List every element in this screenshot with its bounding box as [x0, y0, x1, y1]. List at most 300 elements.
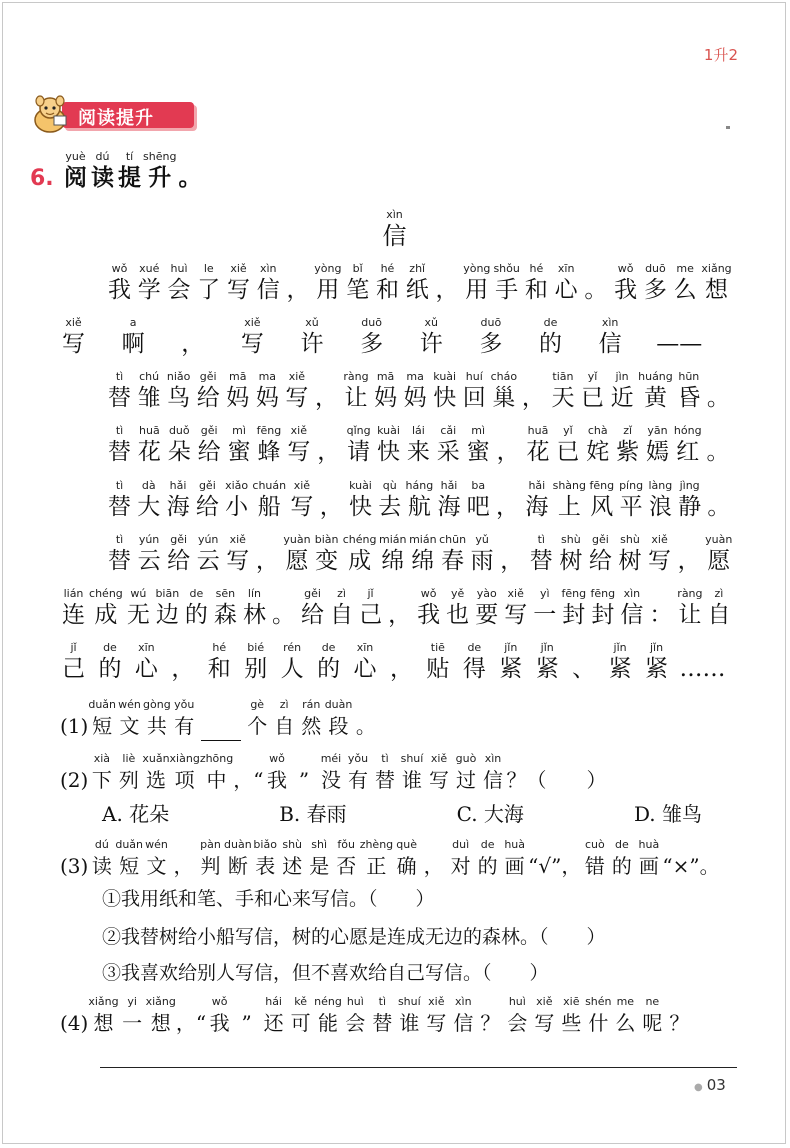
q2-options: [102, 798, 702, 827]
pinyin: biān: [155, 587, 180, 600]
char-unit: [676, 479, 703, 522]
hanzi: 信: [256, 277, 280, 303]
hanzi: 无: [126, 602, 150, 628]
char-unit: [254, 370, 281, 413]
char-unit: [106, 424, 133, 467]
pinyin: hái: [265, 995, 282, 1008]
poem-line: [60, 316, 735, 359]
hanzi: 和: [524, 277, 548, 303]
option-c[interactable]: C. 大海: [456, 802, 524, 826]
char-unit: [254, 533, 281, 576]
hanzi: 共: [146, 714, 167, 738]
char-unit: [465, 479, 492, 522]
hanzi: 纸: [405, 277, 429, 303]
pinyin: háng: [405, 479, 434, 492]
char-unit: [701, 262, 731, 305]
hanzi: 能: [317, 1011, 338, 1035]
q3-number: (3): [60, 854, 89, 878]
pinyin: bié: [247, 641, 265, 654]
hanzi: 心: [554, 277, 578, 303]
pinyin: zǐ: [623, 424, 633, 437]
char-unit: [197, 838, 224, 881]
char-unit: [115, 752, 142, 795]
char-unit: [424, 641, 451, 684]
pinyin: xīn: [557, 262, 575, 275]
char-unit: [676, 587, 703, 630]
pinyin: tì: [537, 533, 545, 546]
hanzi: 么: [615, 1011, 636, 1035]
hanzi: 紧: [535, 656, 559, 682]
char-unit: [473, 587, 500, 630]
grade-label: 1升2: [703, 46, 738, 64]
poem-line: [106, 479, 735, 522]
pinyin: píng: [619, 479, 644, 492]
char-unit: [315, 641, 342, 684]
char-unit: [136, 262, 163, 305]
char-unit: [614, 424, 641, 467]
char-unit: [635, 838, 662, 881]
pinyin: jìng: [679, 479, 700, 492]
char-unit: [587, 533, 614, 576]
char-unit: [328, 587, 355, 630]
hanzi: 我: [108, 277, 131, 303]
pinyin: fēng: [590, 587, 616, 600]
pinyin: lián: [63, 587, 84, 600]
char-unit: [477, 995, 504, 1038]
punctuation: ，: [319, 494, 343, 520]
char-unit: [608, 838, 635, 881]
hanzi: 替: [529, 548, 553, 574]
hanzi: 会: [507, 1011, 528, 1035]
pinyin: jǐ: [367, 587, 374, 600]
char-unit: [495, 424, 522, 467]
char-unit: [224, 838, 252, 881]
pinyin: jìn: [615, 370, 629, 383]
pinyin: yǒu: [347, 752, 369, 765]
pinyin: yǐ: [587, 370, 598, 383]
hanzi: 文: [119, 714, 140, 738]
pinyin: xiě: [290, 424, 308, 437]
char-unit: [423, 995, 450, 1038]
question-heading: [62, 150, 203, 193]
hanzi: 么: [673, 277, 697, 303]
hanzi: 呢: [642, 1011, 663, 1035]
hanzi: 蜜: [227, 439, 251, 465]
section-banner: [28, 94, 178, 132]
hanzi: 个: [247, 714, 268, 738]
page-number: [694, 1076, 726, 1094]
q1-answer-blank[interactable]: [201, 718, 241, 741]
hanzi: 的: [98, 656, 122, 682]
pinyin: duǎn: [88, 698, 117, 711]
page-dot-icon: ●: [694, 1082, 703, 1093]
char-unit: [520, 370, 547, 413]
char-unit: [299, 316, 326, 359]
hanzi: 变: [315, 548, 339, 574]
hanzi: 雨: [470, 548, 494, 574]
q4-text: [88, 995, 692, 1038]
hanzi: 谁: [399, 1011, 420, 1035]
hanzi: 林: [242, 602, 266, 628]
poem-line: [60, 587, 734, 630]
char-unit: [531, 995, 558, 1038]
pinyin: zì: [337, 587, 346, 600]
char-unit: [154, 587, 181, 630]
punctuation: 、: [572, 656, 596, 682]
q1-after: [244, 698, 380, 741]
poem-line: [106, 424, 734, 467]
q3-item-2: ②我替树给小船写信，树的心愿是连成无边的森林。（ ）: [102, 926, 606, 948]
pinyin: xīn: [356, 641, 374, 654]
char-unit: [381, 208, 408, 251]
punctuation: 。: [706, 385, 730, 411]
hanzi: 天: [551, 385, 575, 411]
char-unit: [674, 424, 702, 467]
char-unit: [212, 587, 239, 630]
char-unit: [195, 533, 222, 576]
option-d[interactable]: D. 雏鸟: [633, 802, 702, 826]
char-unit: [616, 533, 643, 576]
pinyin: mì: [232, 424, 246, 437]
pinyin: ba: [471, 479, 486, 492]
pinyin: zì: [279, 698, 289, 711]
pinyin: mián: [409, 533, 437, 546]
hanzi: 错: [584, 854, 605, 878]
hanzi: 风: [590, 494, 614, 520]
char-unit: [226, 424, 253, 467]
char-unit: [537, 316, 564, 359]
char-unit: [263, 752, 290, 795]
char-unit: [287, 995, 314, 1038]
char-unit: [166, 262, 193, 305]
question-1: [60, 698, 379, 741]
pinyin: tì: [381, 752, 389, 765]
char-unit: [415, 587, 442, 630]
hanzi: 写: [426, 1011, 447, 1035]
pinyin: shén: [585, 995, 612, 1008]
punctuation: ：: [649, 602, 673, 628]
poem-line: [60, 641, 735, 684]
pinyin: hé: [380, 262, 395, 275]
char-unit: [283, 533, 310, 576]
char-unit: [271, 698, 298, 741]
pinyin: kuài: [377, 424, 400, 437]
char-unit: [463, 262, 490, 305]
pinyin: xiě: [293, 479, 311, 492]
char-unit: [224, 533, 251, 576]
pinyin: xìn: [601, 316, 619, 329]
hanzi: 否: [336, 854, 357, 878]
hanzi: 替: [374, 768, 395, 792]
hanzi: 朵: [167, 439, 191, 465]
char-unit: [705, 370, 732, 413]
hanzi: 让: [678, 602, 702, 628]
banner-label: 阅读提升: [78, 108, 154, 129]
hanzi: 笔: [346, 277, 370, 303]
hanzi: 信: [482, 768, 503, 792]
pinyin: yào: [476, 587, 497, 600]
hanzi: 给: [167, 548, 191, 574]
hanzi: 手: [495, 277, 519, 303]
char-unit: [314, 262, 341, 305]
punctuation: ，“: [233, 768, 264, 792]
char-unit: [317, 752, 344, 795]
pinyin: hóng: [673, 424, 702, 437]
hanzi: 写: [504, 602, 528, 628]
punctuation: ”: [241, 1011, 252, 1035]
hanzi: 确: [396, 854, 417, 878]
pinyin: a: [129, 316, 137, 329]
pinyin: xìn: [386, 208, 403, 221]
char-unit: [206, 641, 233, 684]
char-unit: [343, 370, 370, 413]
pinyin: jǐn: [540, 641, 554, 654]
punctuation: ，: [286, 277, 310, 303]
pinyin: duō: [361, 316, 382, 329]
char-unit: [450, 995, 477, 1038]
char-unit: [136, 533, 163, 576]
char-unit: [165, 479, 192, 522]
hanzi: 紧: [608, 656, 632, 682]
hanzi: 妈: [374, 385, 398, 411]
hanzi: 有: [347, 768, 368, 792]
hanzi: 多: [479, 331, 503, 357]
hanzi: 用: [465, 277, 489, 303]
pinyin: hǎi: [440, 479, 458, 492]
char-unit: [143, 838, 170, 881]
char-unit: [589, 587, 616, 630]
pinyin: hūn: [678, 370, 700, 383]
pinyin: de: [103, 641, 117, 654]
pinyin: xué: [139, 262, 160, 275]
pinyin: xiě: [428, 995, 445, 1008]
footer-rule: [100, 1067, 737, 1068]
char-unit: [582, 262, 609, 305]
pinyin: cǎi: [440, 424, 457, 437]
pinyin: dú: [95, 150, 110, 163]
char-unit: [298, 698, 325, 741]
pinyin: kuài: [433, 370, 457, 383]
pinyin: yi: [127, 995, 137, 1008]
hanzi: 是: [309, 854, 330, 878]
hanzi: 我: [614, 277, 638, 303]
hanzi: 给: [196, 385, 220, 411]
char-unit: [549, 370, 576, 413]
char-unit: [115, 838, 143, 881]
pinyin: lái: [411, 424, 425, 437]
char-unit: [244, 698, 271, 741]
char-unit: [705, 533, 732, 576]
pinyin: duàn: [324, 698, 353, 711]
hanzi: 画: [638, 854, 659, 878]
pinyin: yuè: [65, 150, 86, 163]
char-unit: [498, 533, 525, 576]
char-unit: [146, 995, 176, 1038]
hanzi: 些: [561, 1011, 582, 1035]
char-unit: [255, 424, 282, 467]
char-unit: [357, 587, 384, 630]
pinyin: huì: [170, 262, 188, 275]
pinyin: duàn: [224, 838, 252, 851]
char-unit: [469, 533, 496, 576]
hanzi: 多: [360, 331, 384, 357]
pinyin: qǐng: [346, 424, 371, 437]
char-unit: [479, 752, 506, 795]
pinyin: de: [189, 587, 204, 600]
hanzi: 海: [437, 494, 461, 520]
pinyin: ma: [406, 370, 424, 383]
pinyin: tiē: [430, 641, 445, 654]
hanzi: 短: [119, 854, 140, 878]
hanzi: 有: [174, 714, 195, 738]
char-unit: [404, 262, 431, 305]
hanzi: 连: [62, 602, 85, 628]
char-unit: [169, 641, 196, 684]
hanzi: 什: [588, 1011, 609, 1035]
hanzi: 替: [108, 439, 131, 465]
char-unit: [409, 533, 436, 576]
char-unit: [60, 316, 87, 359]
char-unit: [647, 587, 674, 630]
char-unit: [588, 479, 615, 522]
pinyin: duǎn: [115, 838, 144, 851]
hanzi: 项: [174, 768, 195, 792]
pinyin: wén: [118, 698, 141, 711]
hanzi: 写: [226, 548, 250, 574]
option-b[interactable]: B. 春雨: [279, 802, 347, 826]
char-unit: [553, 262, 580, 305]
hanzi: 回: [462, 385, 486, 411]
pinyin: tì: [378, 995, 386, 1008]
hanzi: 来: [406, 439, 430, 465]
hanzi: 绵: [411, 548, 435, 574]
char-unit: [675, 370, 702, 413]
hanzi: 中: [206, 768, 227, 792]
hanzi: 给: [195, 494, 219, 520]
poem-line: [106, 262, 734, 305]
pinyin: huí: [465, 370, 483, 383]
char-unit: [579, 370, 606, 413]
char-unit: [279, 641, 306, 684]
hanzi: 鸟: [167, 385, 191, 411]
char-unit: [206, 995, 233, 1038]
hanzi: 红: [676, 439, 700, 465]
hanzi: 述: [282, 854, 303, 878]
hanzi: 妈: [255, 385, 279, 411]
punctuation: “√”，: [528, 854, 582, 878]
pinyin: jǐn: [613, 641, 627, 654]
char-unit: [607, 641, 634, 684]
pinyin: mā: [229, 370, 247, 383]
pinyin: me: [616, 995, 635, 1008]
char-unit: [233, 995, 260, 1038]
char-unit: [176, 995, 206, 1038]
pinyin: yòng: [314, 262, 342, 275]
option-a[interactable]: A. 花朵: [102, 802, 170, 826]
hanzi: 判: [200, 854, 221, 878]
pinyin: xìn: [259, 262, 277, 275]
pinyin: chà: [587, 424, 608, 437]
punctuation: ，: [255, 548, 279, 574]
char-unit: [646, 533, 673, 576]
char-unit: [315, 424, 342, 467]
pinyin: gěi: [200, 424, 218, 437]
pinyin: cuò: [584, 838, 605, 851]
hanzi: 写: [290, 494, 314, 520]
punctuation: ，: [435, 277, 459, 303]
hanzi: 航: [407, 494, 431, 520]
pinyin: què: [396, 838, 418, 851]
pinyin: wǒ: [420, 587, 437, 600]
char-unit: [306, 838, 333, 881]
pinyin: duǒ: [168, 424, 190, 437]
punctuation: ，: [173, 854, 194, 878]
pinyin: me: [676, 262, 694, 275]
pinyin: hé: [529, 262, 544, 275]
char-unit: [398, 752, 425, 795]
q1-number: (1): [60, 714, 89, 738]
punctuation: ？（ ）: [506, 768, 607, 792]
pinyin: yún: [197, 533, 219, 546]
hanzi: 升: [148, 164, 172, 191]
char-unit: [433, 262, 460, 305]
pinyin: xià: [93, 752, 110, 765]
pinyin: xiě: [230, 262, 247, 275]
pinyin: xǔ: [305, 316, 319, 329]
pinyin: yǒu: [174, 698, 195, 711]
pinyin: shēng: [143, 150, 177, 163]
char-unit: [642, 262, 669, 305]
hanzi: 一: [122, 1011, 143, 1035]
char-unit: [644, 424, 671, 467]
pinyin: huì: [346, 995, 364, 1008]
hanzi: 昏: [677, 385, 701, 411]
question-number: 6.: [30, 166, 54, 191]
pinyin: guò: [455, 752, 477, 765]
hanzi: 静: [678, 494, 702, 520]
pinyin: wǒ: [211, 995, 228, 1008]
char-unit: [523, 262, 550, 305]
punctuation: ，: [521, 385, 545, 411]
hanzi: 心: [353, 656, 377, 682]
hanzi: 去: [378, 494, 402, 520]
char-unit: [581, 838, 608, 881]
punctuation: ？: [480, 1011, 501, 1035]
banner-pill: [62, 102, 194, 128]
char-unit: [60, 587, 87, 630]
pinyin: qù: [382, 479, 397, 492]
pinyin: huáng: [638, 370, 673, 383]
pinyin: lín: [247, 587, 261, 600]
char-unit: [501, 838, 528, 881]
hanzi: 快: [348, 494, 372, 520]
hanzi: 蜂: [257, 439, 281, 465]
q2-text: [88, 752, 606, 795]
punctuation: ，“: [175, 1011, 207, 1035]
char-unit: [176, 150, 203, 193]
poem-line: [106, 370, 734, 413]
pinyin: huà: [504, 838, 525, 851]
hanzi: 会: [167, 277, 191, 303]
hanzi: 已: [581, 385, 604, 411]
pinyin: rán: [302, 698, 321, 711]
hanzi: 没: [320, 768, 341, 792]
q4-number: (4): [60, 1011, 89, 1035]
hanzi: 谁: [401, 768, 422, 792]
char-unit: [318, 479, 345, 522]
hanzi: 人: [280, 656, 304, 682]
pinyin: tì: [115, 533, 124, 546]
